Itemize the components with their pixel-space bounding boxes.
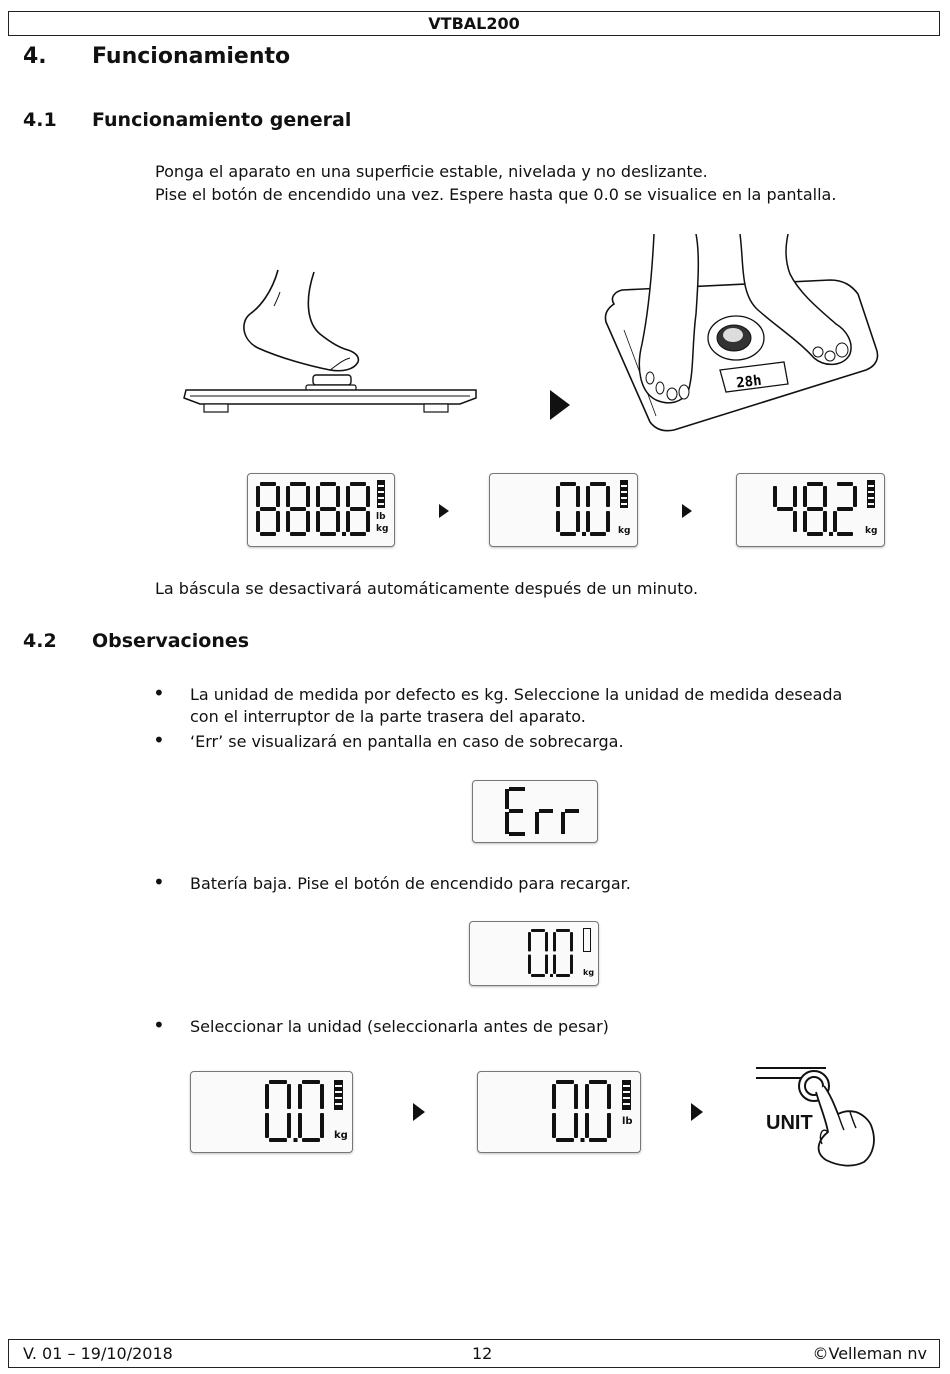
digit-segment (606, 511, 610, 532)
digit-segment (823, 511, 827, 532)
lcd-digits (248, 474, 394, 546)
unit-label: lb (376, 512, 386, 522)
digit-segment (589, 1080, 607, 1084)
digit-segment (302, 1080, 320, 1084)
digit-segment (585, 1113, 589, 1138)
foot-on-scale-side-illustration (180, 262, 480, 422)
lcd-digits (470, 922, 598, 985)
err-segments (473, 781, 597, 842)
paragraph-line: Pise el botón de encendido una vez. Espere hasta que 0.0 se visualice en la pantalla. (155, 185, 837, 204)
digit-segment (276, 486, 280, 507)
bullet-icon: • (153, 728, 165, 752)
digit-segment (556, 511, 560, 532)
digit-segment (256, 486, 260, 507)
digit-segment (607, 1113, 611, 1138)
paragraph-line: La báscula se desactivará automáticamente después de un minuto. (155, 579, 699, 598)
arrow-right-icon (438, 503, 450, 519)
bullet-icon: • (153, 1013, 165, 1037)
digit-segment (306, 486, 310, 507)
digit-segment (531, 929, 545, 932)
digit-segment (320, 507, 336, 511)
digit-segment (528, 932, 531, 952)
unit-label: kg (334, 1130, 348, 1141)
digit-segment (807, 532, 823, 536)
digit-segment (350, 482, 366, 486)
digit-segment (276, 511, 280, 532)
digit-segment (773, 486, 777, 507)
digit-segment (336, 511, 340, 532)
digit-segment (306, 511, 310, 532)
digit-segment (531, 974, 545, 977)
digit-segment (590, 482, 606, 486)
footer-copyright: ©Velleman nv (812, 1344, 927, 1363)
digit-segment (287, 1113, 291, 1138)
digit-segment (350, 507, 366, 511)
digit-segment (286, 511, 290, 532)
lcd-display-zero (489, 473, 638, 547)
digit-segment (589, 1138, 607, 1142)
digit-segment (260, 482, 276, 486)
digit-segment (556, 929, 570, 932)
lcd-digits (478, 1072, 640, 1152)
lcd-digits (737, 474, 884, 546)
digit-segment (837, 482, 853, 486)
digit-segment (553, 932, 556, 952)
digit-segment (607, 1084, 611, 1109)
header-title: VTBAL200 (428, 14, 520, 33)
unit-label: kg (583, 968, 595, 977)
battery-full-icon (867, 480, 875, 508)
unit-button-label: UNIT (766, 1112, 813, 1134)
digit-segment (528, 955, 531, 975)
unit-switch-illustration (752, 1062, 882, 1170)
digit-segment (545, 955, 548, 975)
bullet-text: con el interruptor de la parte trasera del aparato. (190, 707, 586, 726)
decimal-point (582, 532, 586, 536)
digit-segment (777, 507, 793, 511)
digit-segment (298, 1113, 302, 1138)
digit-segment (570, 955, 573, 975)
decimal-point (342, 532, 346, 536)
subsection-number: 4.1 (23, 109, 57, 131)
digit-segment (576, 486, 580, 507)
decimal-point (294, 1138, 298, 1142)
digit-segment (290, 482, 306, 486)
digit-segment (586, 486, 590, 507)
digit-segment (545, 932, 548, 952)
battery-full-icon (620, 480, 628, 508)
digit-segment (570, 932, 573, 952)
digit-segment (807, 482, 823, 486)
paragraph-line: Ponga el aparato en una superficie estable, nivelada y no deslizante. (155, 162, 708, 181)
digit-segment (586, 511, 590, 532)
unit-label: lb (622, 1116, 633, 1127)
digit-segment (793, 511, 797, 532)
bullet-icon: • (153, 870, 165, 894)
feet-on-scale-top-illustration (600, 234, 880, 434)
digit-segment (793, 486, 797, 507)
digit-segment (320, 1113, 324, 1138)
digit-segment (560, 532, 576, 536)
digit-segment (552, 1084, 556, 1109)
battery-full-icon (334, 1080, 343, 1110)
digit-segment (556, 974, 570, 977)
battery-empty-icon (583, 928, 591, 952)
lcd-display-weight (736, 473, 885, 547)
lcd-display-kg (190, 1071, 353, 1153)
digit-segment (350, 532, 366, 536)
bullet-text: La unidad de medida por defecto es kg. Seleccione la unidad de medida deseada (190, 685, 843, 704)
digit-segment (290, 532, 306, 536)
arrow-right-icon (681, 503, 693, 519)
digit-segment (320, 482, 336, 486)
decimal-point (829, 532, 833, 536)
footer-version: V. 01 – 19/10/2018 (23, 1344, 173, 1363)
digit-segment (265, 1113, 269, 1138)
unit-label: kg (865, 526, 878, 536)
lcd-digits (490, 474, 637, 546)
digit-segment (320, 1084, 324, 1109)
decimal-point (581, 1138, 585, 1142)
digit-segment (269, 1138, 287, 1142)
digit-segment (803, 486, 807, 507)
digit-segment (823, 486, 827, 507)
digit-segment (290, 507, 306, 511)
bullet-icon: • (153, 681, 165, 705)
digit-segment (576, 511, 580, 532)
lcd-digits (191, 1072, 352, 1152)
digit-segment (287, 1084, 291, 1109)
digit-segment (346, 486, 350, 507)
digit-segment (316, 486, 320, 507)
bullet-text: Batería baja. Pise el botón de encendido para recargar. (190, 874, 631, 893)
lcd-display-all-segments (247, 473, 395, 547)
subsection-title: Funcionamiento general (92, 109, 352, 131)
digit-segment (265, 1084, 269, 1109)
digit-segment (260, 532, 276, 536)
scale-small-readout: 28h (735, 372, 763, 392)
page-footer (8, 1339, 940, 1368)
digit-segment (286, 486, 290, 507)
lcd-display-error (472, 780, 598, 843)
digit-segment (336, 486, 340, 507)
digit-segment (552, 1113, 556, 1138)
unit-label: kg (376, 524, 389, 534)
digit-segment (590, 532, 606, 536)
lcd-display-low-battery (469, 921, 599, 986)
digit-segment (556, 1138, 574, 1142)
unit-label: kg (618, 526, 631, 536)
section-title: Funcionamiento (92, 44, 291, 69)
footer-page-number: 12 (472, 1344, 493, 1363)
digit-segment (585, 1084, 589, 1109)
digit-segment (366, 486, 370, 507)
digit-segment (298, 1084, 302, 1109)
digit-segment (606, 486, 610, 507)
arrow-right-icon (690, 1102, 704, 1122)
digit-segment (346, 511, 350, 532)
digit-segment (807, 507, 823, 511)
digit-segment (320, 532, 336, 536)
digit-segment (366, 511, 370, 532)
digit-segment (269, 1080, 287, 1084)
bullet-text: Seleccionar la unidad (seleccionarla antes de pesar) (190, 1017, 609, 1036)
digit-segment (556, 1080, 574, 1084)
bullet-text: ‘Err’ se visualizará en pantalla en caso de sobrecarga. (190, 732, 624, 751)
battery-full-icon (377, 480, 385, 508)
digit-segment (833, 511, 837, 532)
page-header (8, 11, 940, 36)
lcd-display-lb (477, 1071, 641, 1153)
subsection-number: 4.2 (23, 630, 57, 652)
digit-segment (574, 1113, 578, 1138)
arrow-right-icon (412, 1102, 426, 1122)
digit-segment (560, 482, 576, 486)
decimal-point (550, 974, 553, 977)
battery-full-icon (622, 1080, 631, 1110)
digit-segment (256, 511, 260, 532)
section-number: 4. (23, 44, 47, 69)
digit-segment (803, 511, 807, 532)
digit-segment (853, 486, 857, 507)
arrow-right-icon (548, 388, 572, 422)
digit-segment (553, 955, 556, 975)
digit-segment (260, 507, 276, 511)
digit-segment (837, 532, 853, 536)
digit-segment (837, 507, 853, 511)
digit-segment (574, 1084, 578, 1109)
subsection-title: Observaciones (92, 630, 250, 652)
digit-segment (556, 486, 560, 507)
digit-segment (302, 1138, 320, 1142)
digit-segment (316, 511, 320, 532)
